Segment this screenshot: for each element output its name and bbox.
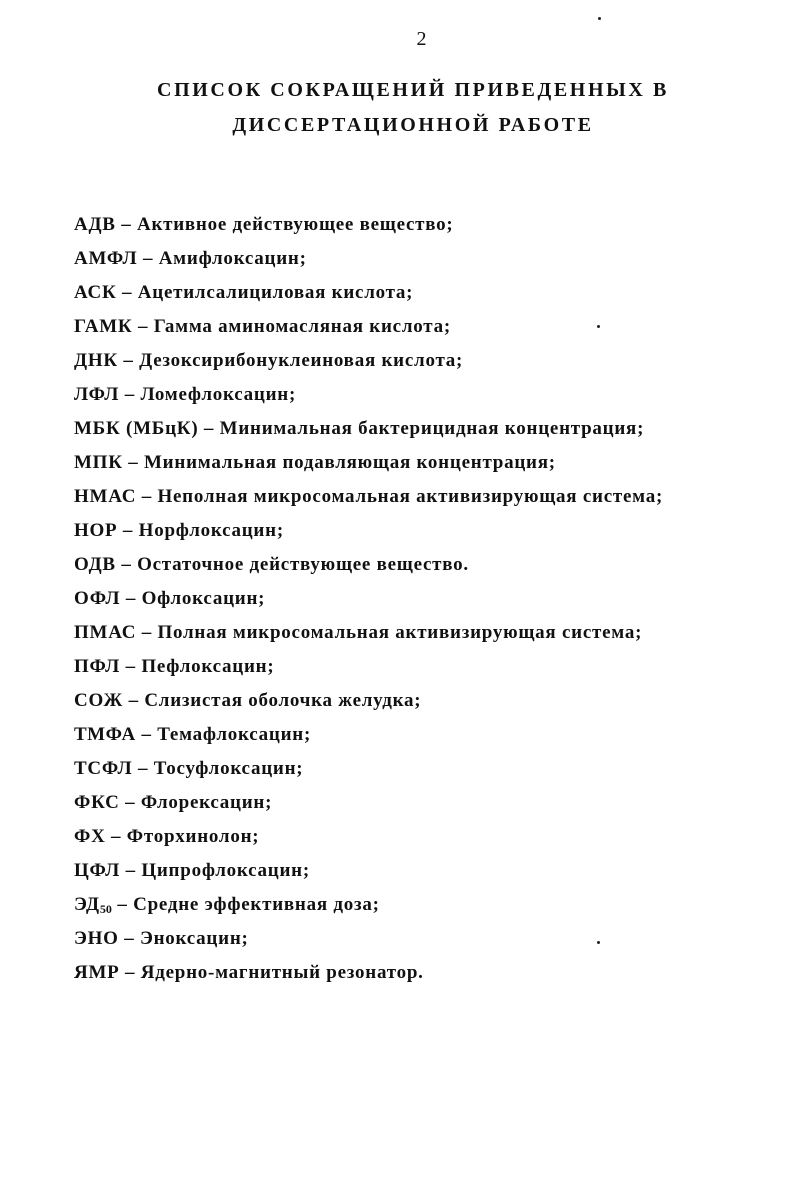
definition: Активное действующее вещество; <box>136 214 454 235</box>
separator: – <box>136 622 158 643</box>
definition: Остаточное действующее вещество. <box>137 554 469 575</box>
list-item <box>74 450 663 484</box>
separator: – <box>116 282 138 303</box>
definition: Минимальная бактерицидная концентрация; <box>219 418 645 439</box>
separator: – <box>132 758 154 779</box>
separator: – <box>120 860 142 881</box>
abbreviation: ЛФЛ <box>74 384 120 405</box>
abbreviation: МБК (МБцК) <box>74 418 199 439</box>
separator: – <box>198 418 220 439</box>
list-item <box>74 586 663 620</box>
list-item <box>74 518 663 552</box>
separator: – <box>120 656 142 677</box>
separator: – <box>105 826 127 847</box>
list-item <box>74 790 663 824</box>
separator: – <box>136 486 158 507</box>
list-item <box>74 416 663 450</box>
definition: Неполная микросомальная активизирующая система; <box>157 486 664 507</box>
separator: – <box>115 554 138 575</box>
scan-speck <box>598 17 601 20</box>
separator: – <box>132 316 154 337</box>
separator: – <box>117 350 140 371</box>
list-item <box>74 858 663 892</box>
list-item <box>74 722 663 756</box>
separator: – <box>115 214 137 235</box>
definition: Средне эффективная доза; <box>133 894 380 915</box>
abbreviation-subscript: 50 <box>99 902 112 916</box>
abbreviation-list <box>74 212 663 994</box>
definition: Амифлоксацин; <box>158 248 307 269</box>
abbreviation: ДНК <box>74 350 118 371</box>
definition: Ципрофлоксацин; <box>141 860 310 881</box>
abbreviation: НМАС <box>74 486 137 507</box>
separator: – <box>118 928 140 949</box>
definition: Пефлоксацин; <box>141 656 275 677</box>
definition: Эноксацин; <box>139 928 249 949</box>
list-item <box>74 960 663 994</box>
page-title-line-2: ДИССЕРТАЦИОННОЙ РАБОТЕ <box>232 114 594 136</box>
definition: Флорексацин; <box>140 792 273 813</box>
abbreviation: ПФЛ <box>74 656 121 677</box>
separator: – <box>111 894 134 915</box>
definition: Слизистая оболочка желудка; <box>144 690 422 711</box>
list-item <box>74 926 663 960</box>
abbreviation: МПК <box>74 452 123 473</box>
separator: – <box>123 690 145 711</box>
definition: Ацетилсалициловая кислота; <box>137 282 414 303</box>
definition: Дезоксирибонуклеиновая кислота; <box>139 350 464 371</box>
definition: Полная микросомальная активизирующая система; <box>157 622 643 643</box>
list-item <box>74 552 663 586</box>
page-number: 2 <box>416 28 427 50</box>
definition: Ядерно-магнитный резонатор. <box>140 962 424 983</box>
list-item <box>74 348 663 382</box>
separator: – <box>122 452 144 473</box>
abbreviation: СОЖ <box>74 690 124 711</box>
definition: Ломефлоксацин; <box>140 384 297 405</box>
list-item <box>74 756 663 790</box>
abbreviation: ОДВ <box>74 554 116 575</box>
definition: Темафлоксацин; <box>157 724 312 745</box>
definition: Гамма аминомасляная кислота; <box>153 316 451 337</box>
separator: – <box>135 724 158 745</box>
abbreviation: ТМФА <box>74 724 136 745</box>
abbreviation: АМФЛ <box>74 248 138 269</box>
separator: – <box>119 792 141 813</box>
list-item <box>74 484 663 518</box>
separator: – <box>120 588 142 609</box>
definition: Минимальная подавляющая концентрация; <box>144 452 556 473</box>
abbreviation: ОФЛ <box>74 588 121 609</box>
separator: – <box>119 384 141 405</box>
page-title-line-1: СПИСОК СОКРАЩЕНИЙ ПРИВЕДЕННЫХ В <box>157 79 669 101</box>
abbreviation: АДВ <box>74 214 116 235</box>
list-item <box>74 824 663 858</box>
list-item <box>74 688 663 722</box>
list-item <box>74 382 663 416</box>
definition: Фторхинолон; <box>126 826 260 847</box>
list-item <box>74 892 663 926</box>
abbreviation: ТСФЛ <box>74 758 133 779</box>
abbreviation: НОР <box>74 520 118 541</box>
scan-speck <box>597 941 600 944</box>
abbreviation: ФХ <box>74 826 106 847</box>
scan-speck <box>597 325 600 328</box>
abbreviation: ПМАС <box>74 622 137 643</box>
list-item <box>74 654 663 688</box>
definition: Тосуфлоксацин; <box>153 758 304 779</box>
abbreviation: ФКС <box>74 792 120 813</box>
abbreviation: ЯМР <box>74 962 120 983</box>
list-item <box>74 280 663 314</box>
definition: Норфлоксацин; <box>138 520 284 541</box>
definition: Офлоксацин; <box>141 588 266 609</box>
abbreviation: ЦФЛ <box>74 860 121 881</box>
separator: – <box>137 248 159 269</box>
list-item <box>74 246 663 280</box>
list-item <box>74 212 663 246</box>
abbreviation: ЭД <box>74 894 100 915</box>
abbreviation: ЭНО <box>74 928 119 949</box>
abbreviation: АСК <box>74 282 117 303</box>
list-item <box>74 314 663 348</box>
abbreviation: ГАМК <box>74 316 133 337</box>
list-item <box>74 620 663 654</box>
separator: – <box>117 520 139 541</box>
separator: – <box>119 962 141 983</box>
